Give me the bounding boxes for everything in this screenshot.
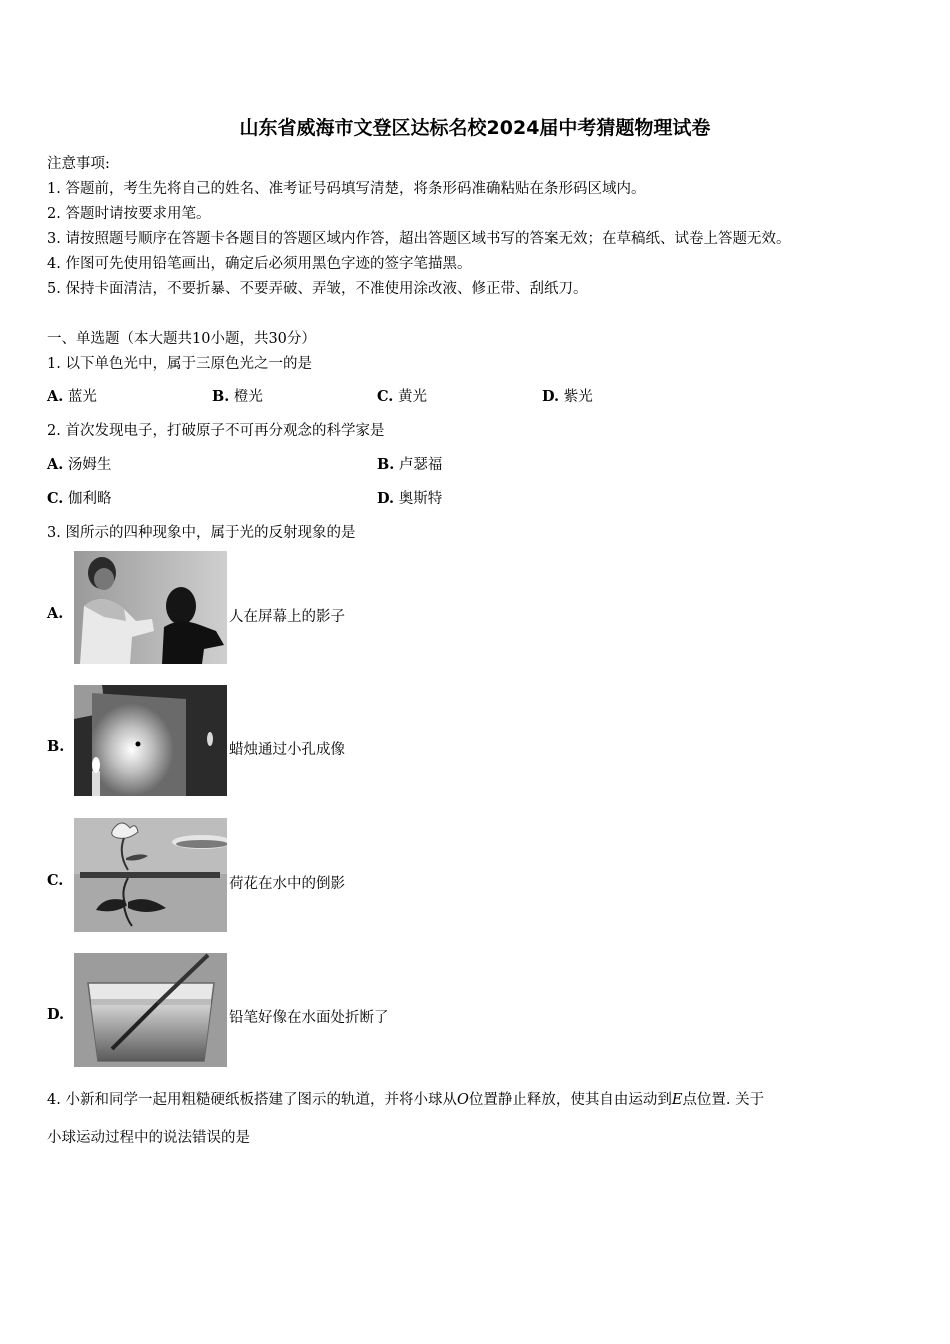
option-caption: 人在屏幕上的影子: [229, 609, 345, 625]
pencil-in-water-photo: [74, 953, 227, 1067]
stem-text: 位置静止释放，使其自由运动到: [468, 1092, 672, 1108]
pinhole-candle-photo: [74, 685, 227, 796]
option-d: [377, 487, 442, 508]
option-text: 黄光: [397, 389, 427, 405]
option-a: [47, 453, 111, 474]
option-b: [212, 385, 263, 406]
point-e: E: [671, 1092, 683, 1108]
option-label: D.: [542, 388, 560, 405]
option-caption: 荷花在水中的倒影: [229, 876, 345, 892]
option-d: [542, 385, 593, 406]
question-stem: [47, 1088, 764, 1109]
option-label: D.: [377, 490, 395, 507]
lotus-reflection-photo: [74, 818, 227, 932]
option-label: A.: [47, 388, 64, 405]
option-b: [377, 453, 442, 474]
option-c: [377, 385, 427, 406]
option-label: B.: [377, 456, 395, 473]
point-o: O: [456, 1092, 469, 1108]
option-text: 奥斯特: [398, 491, 443, 507]
option-label: A.: [47, 456, 64, 473]
option-text: 橙光: [233, 389, 263, 405]
option-text: 汤姆生: [67, 457, 112, 473]
option-label: A.: [47, 605, 64, 622]
option-a: [47, 385, 97, 406]
option-label: B.: [47, 738, 65, 755]
notice-item: 3. 请按照题号顺序在答题卡各题目的答题区域内作答，超出答题区域书写的答案无效；在草稿纸、试卷上答题无效。: [47, 231, 791, 247]
option-caption: 铅笔好像在水面处折断了: [229, 1010, 389, 1026]
option-label: C.: [377, 388, 394, 405]
stem-text: 4. 小新和同学一起用粗糙硬纸板搭建了图示的轨道，并将小球从: [47, 1092, 457, 1108]
page-title: 山东省威海市文登区达标名校2024届中考猜题物理试卷: [239, 117, 711, 139]
option-text: 紫光: [563, 389, 593, 405]
question-stem: 1. 以下单色光中，属于三原色光之一的是: [47, 356, 312, 372]
notice-item: 4. 作图可先使用铅笔画出，确定后必须用黑色字迹的签字笔描黑。: [47, 256, 472, 272]
notice-item: 5. 保持卡面清洁，不要折暴、不要弄破、弄皱，不准使用涂改液、修正带、刮纸刀。: [47, 281, 588, 297]
notice-heading: 注意事项:: [47, 156, 110, 172]
option-text: 伽利略: [67, 491, 112, 507]
option-text: 卢瑟福: [398, 457, 443, 473]
question-stem-line2: 小球运动过程中的说法错误的是: [47, 1130, 250, 1146]
option-c: [47, 487, 111, 508]
option-caption: 蜡烛通过小孔成像: [229, 742, 345, 758]
stem-text: 点位置. 关于: [682, 1092, 765, 1108]
question-stem: 2. 首次发现电子，打破原子不可再分观念的科学家是: [47, 423, 385, 439]
section-heading: 一、单选题（本大题共10小题，共30分）: [47, 331, 316, 347]
option-label: D.: [47, 1006, 65, 1023]
shadow-photo: [74, 551, 227, 664]
notice-item: 2. 答题时请按要求用笔。: [47, 206, 211, 222]
notice-item: 1. 答题前，考生先将自己的姓名、准考证号码填写清楚，将条形码准确粘贴在条形码区域内。: [47, 181, 646, 197]
option-label: C.: [47, 872, 64, 889]
option-label: B.: [212, 388, 230, 405]
question-stem: 3. 图所示的四种现象中，属于光的反射现象的是: [47, 525, 356, 541]
option-text: 蓝光: [67, 389, 97, 405]
option-label: C.: [47, 490, 64, 507]
